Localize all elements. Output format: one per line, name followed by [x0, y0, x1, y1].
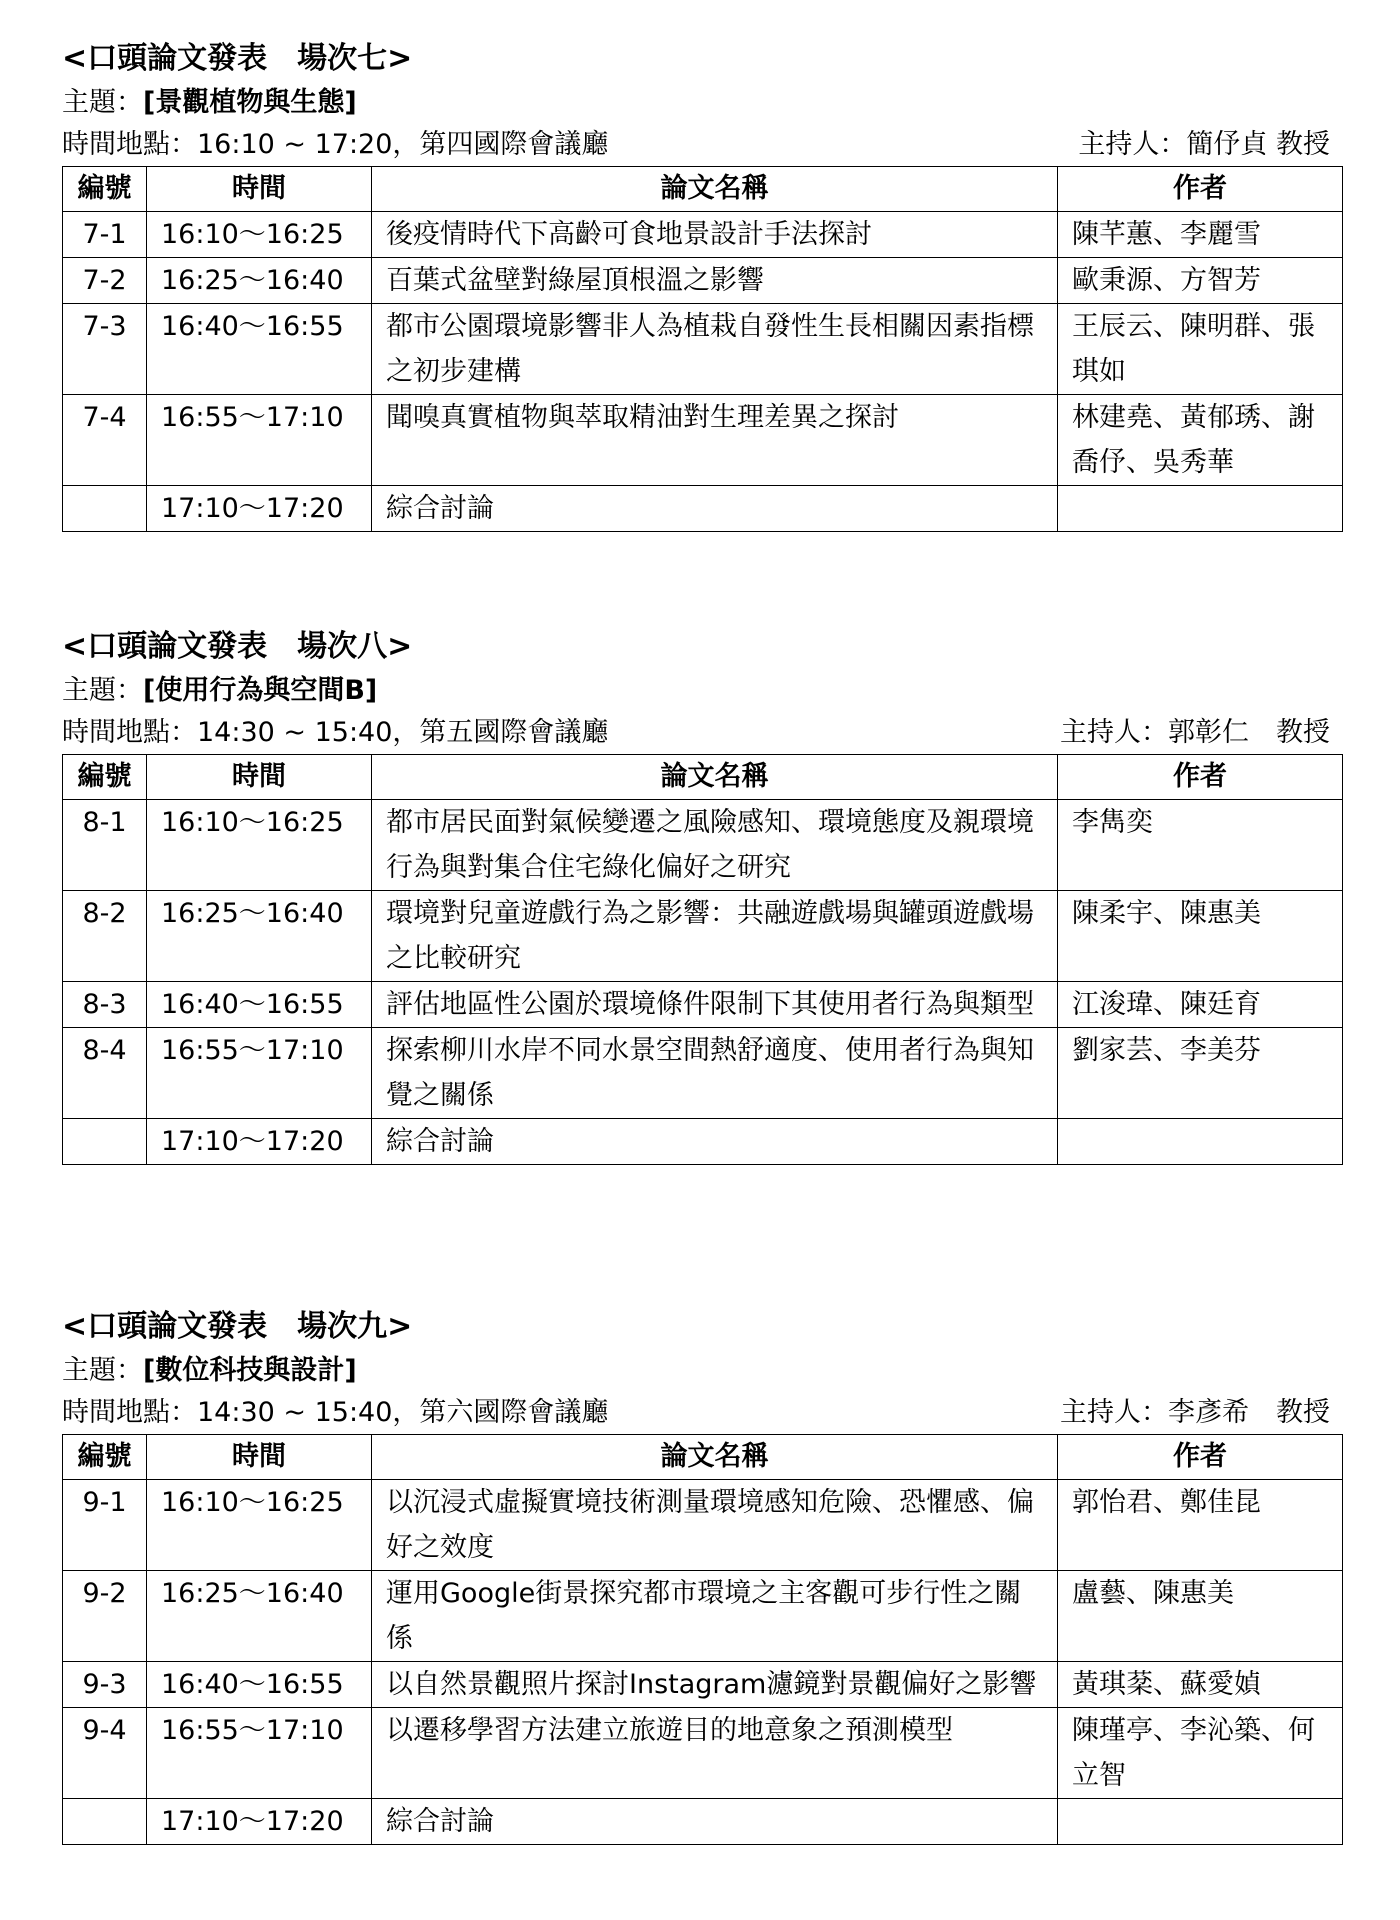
cell-author — [1058, 1799, 1343, 1845]
cell-no — [63, 1119, 147, 1165]
header-no: 編號 — [63, 755, 147, 800]
cell-time: 16:40～16:55 — [147, 982, 372, 1028]
table-row-discussion — [63, 486, 1343, 532]
cell-author: 歐秉源、方智芳 — [1058, 258, 1343, 304]
cell-title: 綜合討論 — [372, 1119, 1058, 1165]
cell-time: 16:40～16:55 — [147, 304, 372, 395]
table-row — [63, 258, 1343, 304]
cell-time: 16:25～16:40 — [147, 891, 372, 982]
cell-author: 陳柔宇、陳惠美 — [1058, 891, 1343, 982]
table-row — [63, 891, 1343, 982]
header-title: 論文名稱 — [372, 167, 1058, 212]
cell-title: 評估地區性公園於環境條件限制下其使用者行為與類型 — [372, 982, 1058, 1028]
cell-title: 以自然景觀照片探討Instagram濾鏡對景觀偏好之影響 — [372, 1662, 1058, 1708]
time-place: 時間地點：14:30 ~ 15:40，第五國際會議廳 — [62, 717, 609, 748]
header-author: 作者 — [1058, 755, 1343, 800]
cell-title: 後疫情時代下高齡可食地景設計手法探討 — [372, 212, 1058, 258]
cell-author: 江浚瑋、陳廷育 — [1058, 982, 1343, 1028]
table-row — [63, 1571, 1343, 1662]
cell-no: 9-1 — [63, 1480, 147, 1571]
cell-author: 郭怡君、鄭佳昆 — [1058, 1480, 1343, 1571]
cell-no: 7-1 — [63, 212, 147, 258]
cell-title: 以遷移學習方法建立旅遊目的地意象之預測模型 — [372, 1708, 1058, 1799]
cell-time: 16:55～17:10 — [147, 1708, 372, 1799]
cell-author: 盧藝、陳惠美 — [1058, 1571, 1343, 1662]
cell-author: 王辰云、陳明群、張琪如 — [1058, 304, 1343, 395]
session-9 — [62, 1304, 1342, 1845]
cell-title: 綜合討論 — [372, 486, 1058, 532]
header-title: 論文名稱 — [372, 755, 1058, 800]
table-row — [63, 304, 1343, 395]
cell-no — [63, 1799, 147, 1845]
session-meta — [62, 712, 1342, 754]
cell-time: 16:25～16:40 — [147, 258, 372, 304]
session-host: 主持人：簡伃貞 教授 — [1078, 129, 1330, 160]
session-host: 主持人：郭彰仁 教授 — [1060, 717, 1330, 748]
table-row — [63, 1708, 1343, 1799]
theme-value: [數位科技與設計] — [143, 1355, 357, 1386]
cell-time: 17:10～17:20 — [147, 1119, 372, 1165]
header-author: 作者 — [1058, 167, 1343, 212]
cell-no: 8-3 — [63, 982, 147, 1028]
session-meta — [62, 1392, 1342, 1434]
table-row — [63, 800, 1343, 891]
cell-no: 9-3 — [63, 1662, 147, 1708]
session-title: <口頭論文發表 場次七> — [62, 41, 413, 76]
cell-time: 17:10～17:20 — [147, 1799, 372, 1845]
theme-value: [景觀植物與生態] — [143, 87, 357, 118]
session-table — [62, 166, 1343, 532]
header-time: 時間 — [147, 1435, 372, 1480]
cell-author: 陳芊蕙、李麗雪 — [1058, 212, 1343, 258]
table-row — [63, 1480, 1343, 1571]
session-theme: 主題：[景觀植物與生態] — [62, 87, 357, 118]
cell-title: 都市居民面對氣候變遷之風險感知、環境態度及親環境行為與對集合住宅綠化偏好之研究 — [372, 800, 1058, 891]
cell-time: 16:40～16:55 — [147, 1662, 372, 1708]
session-theme: 主題：[使用行為與空間B] — [62, 675, 378, 706]
cell-time: 16:10～16:25 — [147, 800, 372, 891]
cell-no: 8-2 — [63, 891, 147, 982]
cell-title: 百葉式盆壁對綠屋頂根溫之影響 — [372, 258, 1058, 304]
cell-no: 7-3 — [63, 304, 147, 395]
cell-no: 9-4 — [63, 1708, 147, 1799]
table-header-row — [63, 1435, 1343, 1480]
table-row — [63, 395, 1343, 486]
cell-no: 9-2 — [63, 1571, 147, 1662]
session-theme: 主題：[數位科技與設計] — [62, 1355, 357, 1386]
header-time: 時間 — [147, 167, 372, 212]
header-title: 論文名稱 — [372, 1435, 1058, 1480]
theme-value: [使用行為與空間B] — [143, 675, 378, 706]
cell-title: 運用Google街景探究都市環境之主客觀可步行性之關係 — [372, 1571, 1058, 1662]
header-no: 編號 — [63, 1435, 147, 1480]
cell-title: 綜合討論 — [372, 1799, 1058, 1845]
table-row — [63, 1028, 1343, 1119]
table-header-row — [63, 167, 1343, 212]
session-table — [62, 1434, 1343, 1845]
table-row — [63, 1662, 1343, 1708]
cell-time: 16:55～17:10 — [147, 1028, 372, 1119]
session-host: 主持人：李彥希 教授 — [1060, 1397, 1330, 1428]
header-time: 時間 — [147, 755, 372, 800]
cell-author: 黃琪棻、蘇愛媜 — [1058, 1662, 1343, 1708]
cell-time: 16:10～16:25 — [147, 212, 372, 258]
cell-no — [63, 486, 147, 532]
cell-author: 劉家芸、李美芬 — [1058, 1028, 1343, 1119]
session-title: <口頭論文發表 場次八> — [62, 629, 413, 664]
table-header-row — [63, 755, 1343, 800]
table-row-discussion — [63, 1799, 1343, 1845]
cell-title: 探索柳川水岸不同水景空間熱舒適度、使用者行為與知覺之關係 — [372, 1028, 1058, 1119]
cell-time: 16:10～16:25 — [147, 1480, 372, 1571]
cell-title: 都市公園環境影響非人為植栽自發性生長相關因素指標之初步建構 — [372, 304, 1058, 395]
cell-author: 林建堯、黃郁琇、謝喬伃、吳秀華 — [1058, 395, 1343, 486]
session-8 — [62, 624, 1342, 1165]
cell-author: 李雋奕 — [1058, 800, 1343, 891]
cell-title: 以沉浸式虛擬實境技術測量環境感知危險、恐懼感、偏好之效度 — [372, 1480, 1058, 1571]
header-no: 編號 — [63, 167, 147, 212]
cell-title: 聞嗅真實植物與萃取精油對生理差異之探討 — [372, 395, 1058, 486]
cell-author — [1058, 1119, 1343, 1165]
cell-time: 17:10～17:20 — [147, 486, 372, 532]
time-place: 時間地點：16:10 ~ 17:20，第四國際會議廳 — [62, 129, 609, 160]
table-row — [63, 982, 1343, 1028]
session-title: <口頭論文發表 場次九> — [62, 1309, 413, 1344]
cell-no: 8-1 — [63, 800, 147, 891]
session-table — [62, 754, 1343, 1165]
cell-no: 8-4 — [63, 1028, 147, 1119]
cell-no: 7-2 — [63, 258, 147, 304]
cell-no: 7-4 — [63, 395, 147, 486]
time-place: 時間地點：14:30 ~ 15:40，第六國際會議廳 — [62, 1397, 609, 1428]
table-row-discussion — [63, 1119, 1343, 1165]
cell-title: 環境對兒童遊戲行為之影響：共融遊戲場與罐頭遊戲場之比較研究 — [372, 891, 1058, 982]
cell-author — [1058, 486, 1343, 532]
header-author: 作者 — [1058, 1435, 1343, 1480]
cell-time: 16:25～16:40 — [147, 1571, 372, 1662]
cell-time: 16:55～17:10 — [147, 395, 372, 486]
cell-author: 陳瑾亭、李沁築、何立智 — [1058, 1708, 1343, 1799]
table-row — [63, 212, 1343, 258]
session-meta — [62, 124, 1342, 166]
session-7 — [62, 36, 1342, 532]
